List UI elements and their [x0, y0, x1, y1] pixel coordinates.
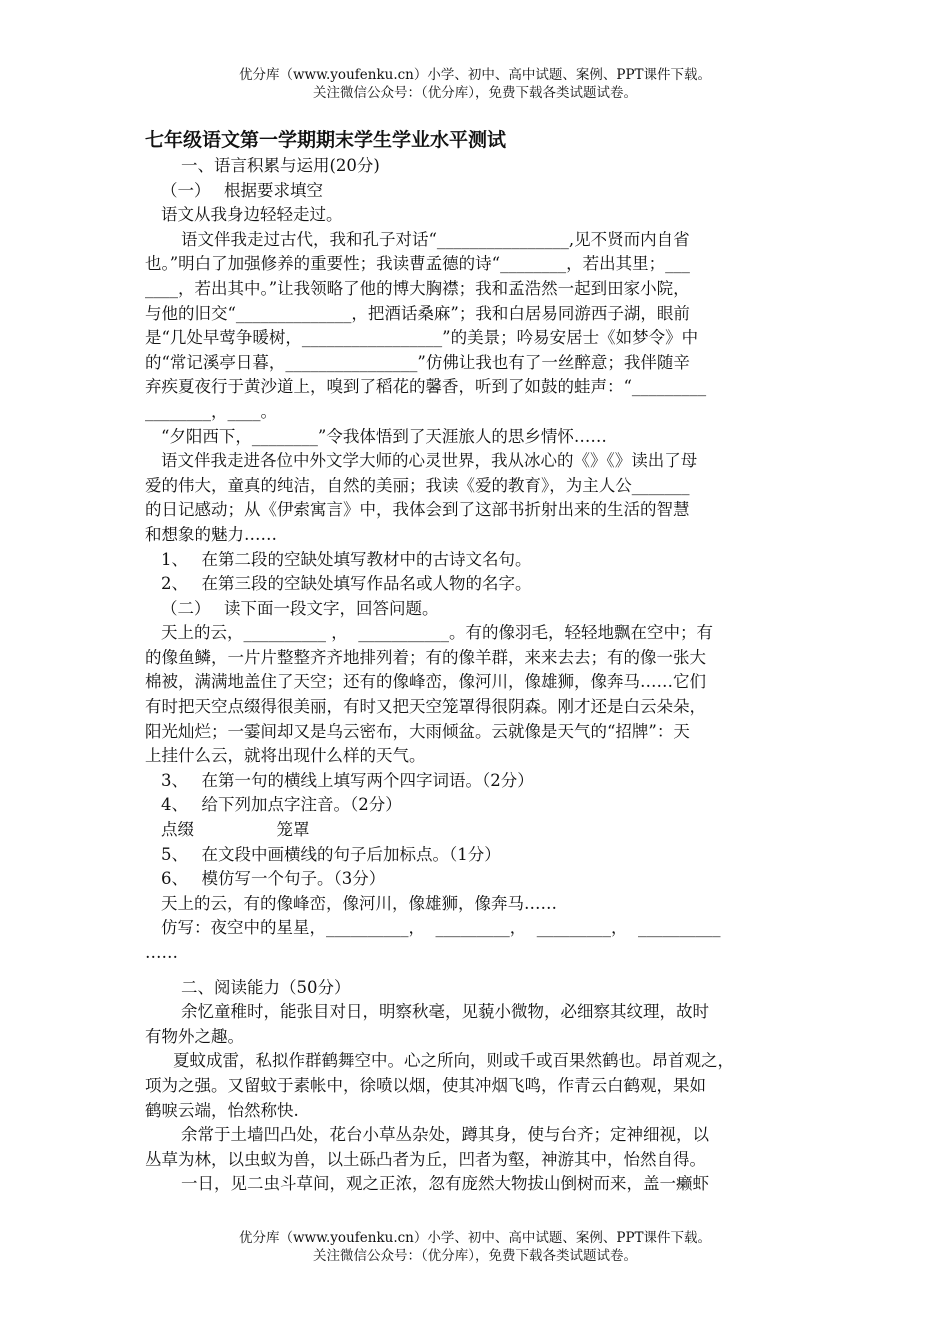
document-body	[145, 126, 805, 1197]
text-line: 天上的云，有的像峰峦，像河川，像雄狮，像奔马……	[161, 893, 557, 913]
page-footer	[0, 1229, 950, 1265]
header-line-1: 优分库（www.youfenku.cn）小学、初中、高中试题、案例、PPT课件下载。	[238, 67, 712, 83]
text-line: 弃疾夏夜行于黄沙道上，嗅到了稻花的馨香，听到了如鼓的蛙声：“_________	[145, 377, 707, 397]
text-line: 语文伴我走进各位中外文学大师的心灵世界，我从冰心的《》《》读出了母	[161, 451, 698, 471]
question-item: 3、 在第一句的横线上填写两个四字词语。（2分）	[161, 770, 534, 790]
text-line: 语文从我身边轻轻走过。	[161, 205, 343, 225]
text-line: 项为之强。又留蚊于素帐中，徐喷以烟，使其冲烟飞鸣，作青云白鹤观，果如	[145, 1075, 706, 1095]
question-item: 2、 在第三段的空缺处填写作品名或人物的名字。	[161, 574, 532, 594]
text-line: ____，若出其中。”让我领略了他的博大胸襟；我和孟浩然一起到田家小院，	[145, 278, 690, 298]
text-line: 和想象的魅力……	[145, 524, 277, 544]
question-item: 5、 在文段中画横线的句子后加标点。（1分）	[161, 844, 501, 864]
text-line: 也。”明白了加强修养的重要性；我读曹孟德的诗“________，若出其里；___	[145, 254, 690, 274]
exam-title: 七年级语文第一学期期末学生学业水平测试	[145, 129, 507, 151]
text-line: 上挂什么云，就将出现什么样的天气。	[145, 746, 426, 766]
text-line: ……	[145, 943, 178, 962]
question-item: 6、 模仿写一个句子。（3分）	[161, 869, 386, 889]
text-line: 余忆童稚时，能张目对日，明察秋毫，见藐小微物，必细察其纹理，故时	[181, 1002, 709, 1022]
text-line: 爱的伟大，童真的纯洁，自然的美丽；我读《爱的教育》，为主人公_______	[145, 475, 690, 495]
text-line: 是“几处早莺争暖树，_________________”的美景；吟易安居士《如梦令》中	[145, 328, 699, 348]
text-line: 的像鱼鳞，一片片整整齐齐地排列着；有的像羊群，来来去去；有的像一张大	[145, 647, 706, 667]
text-line: 丛草为林，以虫蚁为兽，以土砾凸者为丘，凹者为壑，神游其中，怡然自得。	[145, 1149, 706, 1169]
subsection-heading: （二） 读下面一段文字，回答问题。	[161, 598, 439, 618]
footer-line-1: 优分库（www.youfenku.cn）小学、初中、高中试题、案例、PPT课件下载。	[238, 1230, 712, 1246]
text-line: 的日记感动；从《伊索寓言》中，我体会到了这部书折射出来的生活的智慧	[145, 500, 690, 520]
subsection-heading: （一） 根据要求填空	[161, 180, 323, 200]
text-line: 有时把天空点缀得很美丽，有时又把天空笼罩得很阴森。刚才还是白云朵朵，	[145, 697, 706, 717]
text-line: 点缀 笼罩	[161, 820, 310, 840]
text-line: ________，____。	[145, 401, 277, 421]
text-line: 夏蚊成雷，私拟作群鹤舞空中。心之所向，则或千或百果然鹤也。昂首观之，	[173, 1051, 734, 1071]
text-line: 鹤唳云端，怡然称快.	[145, 1100, 299, 1120]
question-item: 4、 给下列加点字注音。（2分）	[161, 795, 402, 815]
text-line: 棉被，满满地盖住了天空；还有的像峰峦，像河川，像雄狮，像奔马……它们	[145, 672, 706, 692]
text-line: 有物外之趣。	[145, 1026, 244, 1046]
text-line: 语文伴我走过古代，我和孔子对话“________________,见不贤而内自省	[181, 229, 690, 249]
section-heading: 二、阅读能力（50分）	[181, 977, 351, 997]
text-line: 与他的旧交“______________，把酒话桑麻”；我和白居易同游西子湖，眼前	[145, 303, 690, 323]
page-header	[0, 66, 950, 102]
text-line: 一日，见二虫斗草间，观之正浓，忽有庞然大物拔山倒树而来，盖一癞虾	[181, 1174, 709, 1194]
text-line: 仿写：夜空中的星星，__________， _________， _________， __________	[161, 918, 721, 938]
text-line: 余常于土墙凹凸处，花台小草丛杂处，蹲其身，使与台齐；定神细视，以	[181, 1125, 709, 1145]
section-heading: 一、语言积累与运用(20分)	[181, 156, 380, 175]
text-line: 天上的云，__________ ， ___________。有的像羽毛，轻轻地飘在空中；有	[161, 623, 713, 643]
footer-line-2: 关注微信公众号：（优分库），免费下载各类试题试卷。	[313, 1248, 637, 1264]
text-line: 阳光灿烂；一霎间却又是乌云密布，大雨倾盆。云就像是天气的“招牌”：天	[145, 721, 690, 741]
header-line-2: 关注微信公众号：（优分库），免费下载各类试题试卷。	[313, 85, 637, 101]
text-line: “夕阳西下，________”令我体悟到了天涯旅人的思乡情怀……	[161, 426, 607, 446]
question-item: 1、 在第二段的空缺处填写教材中的古诗文名句。	[161, 549, 532, 569]
text-line: 的“常记溪亭日暮，________________”仿佛让我也有了一丝醉意；我伴随辛	[145, 352, 690, 372]
